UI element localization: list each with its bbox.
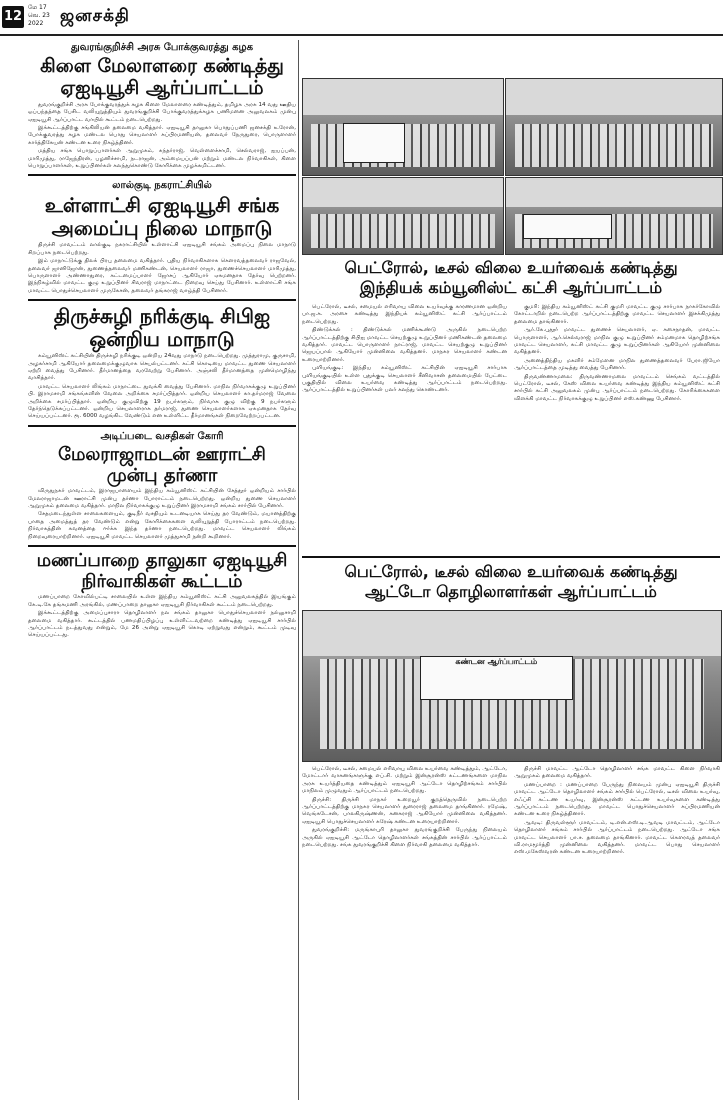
paragraph: புளியங்குடி: இந்திய கம்யூனிஸ்ட் கட்சியின் ஏஐடியூசி சார்பாக புளியங்குடியில் உள்ள புதுக்குடி செயலாளர் சீனிவாசன் தலைமையில் பேட்டை பகுதியில் விலை உயர்வை கண்டித்து ஆர்ப்பாட்டம் நடைபெற்றது. ஆர்ப்பாட்டத்தில் உறுப்பினர்கள் பலர் கலந்து கொண்டனர். [302,365,507,394]
paragraph: இக்கூட்டத்திற்கு சங்கிலியன் தலைமை வகித்தார். ஏஐடியூசி தாலுகா பொதுப்பணி ஜனசக்தி உரோன், போக்குவரத்து கழக மண்டல பொது செயலாளர் சுப்பிரமணியன், தலைவர் நேருதுரை, பொருளாளர் கார்த்திகேயன் கண்டன உரை நிகழ்த்தினர். [28,124,296,146]
protest-photo-3 [302,177,504,255]
paragraph: திருச்சி: திருச்சி மாநகர் உறையூர் குறத்தெருவில் நடைபெற்ற ஆர்ப்பாட்டத்திற்கு மாநகர செயலாளர் துரைராஜ் தலைமை தாங்கினார். ரமேஷ், வெங்கடேசன், பாலகிருஷ்ணன், கனகராஜ் ஆகியோர் முன்னிலை வகித்தனர். ஏஐடியூசி பொதுச்செயலாளர் சுரேஷ் கண்டன உரையாற்றினார். [302,796,507,825]
headline-line: முன்பு தர்ணா [106,464,218,486]
story-headline [28,551,296,592]
left-column [28,40,296,1100]
story-kicker: அடிப்படை வசதிகள் கோரி [100,430,224,442]
paragraph: திருச்சி மாவட்டம் லால்குடி நகராட்சியில் உள்ளாட்சி ஏஐடியூசி சங்கம் அமைப்பு நிலை மாநாடு சிறப்பாக நடைபெற்றது. [28,242,296,256]
paragraph: திருச்சி மாவட்ட ஆட்டோ தொழிலாளர் சங்க மாவட்ட கிளை நிர்வாகி ஆறுமுகம் தலைமை வகித்தார். [514,766,720,780]
headline-line: அமைப்பு நிலை மாநாடு [51,216,273,241]
issue-info [28,4,50,28]
headline-line: திருச்சுழி நரிக்குடி சிபிஐ [53,304,271,329]
divider [28,299,296,301]
headline-line: மணப்பாறை தாலுகா ஏஐடியூசி [36,550,288,572]
issue-day-line: வெ. 23 [28,12,50,19]
story-body [28,242,296,295]
story-lalgudi-conference [28,180,296,295]
story-body [28,353,296,421]
paragraph: மாவட்ட செயலாளர் லிங்கம் மாநாட்டை துவக்கி வைத்து பேசினார். மாநில நிர்வாகக்குழு உறுப்பினர் பி. இராமசாமி சங்கங்களின் வேலை அறிக்கை சமர்ப்பித்தார். ஒன்றிய செயலாளர் கா.தர்மராஜ் வேலை அறிக்கை சமர்ப்பித்தார். ஒன்றிய குழுவிற்கு 19 நபர்களும், நிர்வாக குழு விற்கு 9 நபர்களும் தேர்ந்தெடுக்கப்பட்டனர். ஒன்றிய செயலாளராக தர்மராஜ், துணை செயலாளர்களாக ஏகமனதாக தேர்வு செய்யப்பட்டனர். ரூ. 6000 வழங்கிட வேண்டும் என உள்ளிட்ட தீர்மானங்கள் நிறைவேற்றப்பட்டன. [28,383,296,420]
paragraph: மணப்பாறை : மணப்பாறை பேருந்து நிலையம் முன்பு ஏஐடியூசி திருச்சி மாவட்ட ஆட்டோ தொழிலாளர் சங்கம் சார்பில் பெட்ரோல், டீசல் விலை உயர்வு, எஃப்சி கட்டண உயர்வு, இன்சூரன்ஸ் கட்டண உயர்வுகளை கண்டித்து ஆர்ப்பாட்டம் நடைபெற்றது. மாவட்ட பொதுச்செயலாளர் சுப்பிரமணியன் கண்டன உரை நிகழ்த்தினார். [514,781,720,818]
paragraph: கம்யூனிஸ்ட் கட்சியின் திருச்சுழி நரிக்குடி ஒன்றிய 24வது மாநாடு நடைபெற்றது. முத்துராமு, குருசாமி, அழகர்சாமி ஆகியோர் தலைமைக்குழுவாக செயல்பட்டனர். கட்சி கொடியை மாவட்ட துணை செயலாளர் ஏற்றி வைத்து பேசினார். தீர்மானத்தை வரவேற்று பேசினார். அஞ்சலி தீர்மானத்தை முன்மொழிந்து வாசித்தார். [28,353,296,382]
paragraph: திண்டுக்கல் : திண்டுக்கல் மணிக்கூண்டு அருகில் நடைபெற்ற ஆர்ப்பாட்டத்திற்கு சிபிஐ மாவட்ட செயற்குழு உறுப்பினர் மணிகண்டன் தலைமை வகித்தார். மாவட்ட பொருளாளர் நாட்ராஜ், மாவட்ட செயற்குழு உறுப்பினர் ஜெயப்பால் ஆகியோர் முன்னிலை வகித்தனர். மாநகர செயலாளர் கண்டன உரையாற்றினார். [302,327,507,363]
cpi-story-col1 [302,304,507,552]
auto-story-col2 [514,766,720,1102]
column-separator [298,40,299,1100]
issue-date-line: மே 17 [28,4,47,11]
paragraph: இக்கூட்டத்திற்கு அமைப்புசாரா தொழிலாளர் நல சங்கம் தாலுகா பொதுச்செயலாளர் நல்லுசாமி தலைமை வகித்தார். கூட்டத்தில் பணமதிப்பிழப்பு உள்ளிட்டவற்றை கண்டித்து ஏஐடியூசி சார்பில் ஆர்ப்பாட்டம் நடத்துவது என்றும், மே 26 அன்று ஏஐடியூசி கொடி ஏற்றுவது என்றும், கூட்டம் முடிவு செய்யப்பட்டது. [28,610,296,639]
paragraph: சேதமடைந்துள்ள சாலைகளையும், குடிநீர் வசதியும் உடனடியாக செய்து தர வேண்டும், மயானத்திற்கு பாதை அமைத்துத் தர வேண்டும் என்று கோரிக்கைகளை வலியுறுத்தி போராட்டம் நடைபெற்றது. நிர்வாகத்தின் கவனத்தை ஈர்க்க இந்த தர்ணா நடைபெற்றது. மாவட்ட செயலாளர் லிங்கம் நிறைவுரையாற்றினார். ஏஐடியூசி மாவட்ட செயலாளர் முத்துசாமி நன்றி கூறினார். [28,511,296,540]
story-headline [28,305,296,351]
paragraph: திருவண்ணாமலை: திருவண்ணாமலை மாவட்டம் செங்கம் வட்டத்தில் பெட்ரோல், டீசல், கேஸ் விலை உயர்வை கண்டித்து இந்திய கம்யூனிஸ்ட் கட்சி சார்பில் கட்சி அலுவலகம் முன்பு ஆர்ப்பாட்டம் நடைபெற்றது. கோரிக்கைகளை விளக்கி மாவட்ட நிர்வாகக்குழு உறுப்பினர் எஸ்.கண்ணு பேசினார். [514,373,720,402]
paragraph: துவரங்குறிச்சி அரசு போக்குவரத்துக் கழக கிளை மேலாளரை கண்டித்தும், தமிழக அரசு 14 வது ஊதிய ஒப்பந்தத்தை பேசிட வலியுறுத்தியும் துவரங்குறிச்சி போக்குவரத்துக்கழக பணிமனை அலுவலகம் முன்பு ஏஐடியூசி ஆர்ப்பாட்ட வாயில் கூட்டம் நடைபெற்றது. [28,101,296,123]
headline-line: நிர்வாகிகள் கூட்டம் [81,570,243,592]
story-tiruchuli-conference [28,305,296,421]
newspaper-name: ஜனசக்தி [60,6,130,26]
issue-year-line: 2022 [28,20,44,27]
headline-line: உள்ளாட்சி ஏஐடியூசி சங்க [44,193,280,218]
paragraph: பெட்ரோல், டீசல், சமையல் எரிவாயு விலை உயர்வை கண்டித்தும், ஆட்டோ, மோட்டார் வாகனங்களுக்கு எப்.சி. மற்றும் இன்சூரன்ஸ் கட்டணங்களை மாநில அரசு உயர்த்தியதை கண்டித்தும் ஏஐடியூசி ஆட்டோ தொழிற்சங்கம் சார்பில் மாநிலம் முழுவதும் ஆர்ப்பாட்டம் நடைபெற்றது. [302,766,507,795]
paragraph: மத்திய சங்க பொறுப்பாளர்கள் ஆறுமுகம், சுந்தர்ராஜ், வெள்ளைச்சாமி, செல்வராஜ், ஐயப்பன், மாரிமுத்து, ராஜேந்திரன், பழனிச்சாமி, நடராஜன், அம்மையப்பன் மற்றும் மண்டல நிர்வாகிகள், கிளை பொறுப்பாளர்கள், உறுப்பினர்கள் கலந்துகொண்டு கோரிக்கை முழக்கமிட்டனர். [28,148,296,169]
paragraph: துவரங்குறிச்சி: மருங்காபுரி தாலுகா துவரங்குறிச்சி பேருந்து நிலையம் அருகில் ஏஐடியூசி ஆட்டோ தொழிலாளர்கள் சங்கத்தின் சார்பில் ஆர்ப்பாட்டம் நடைபெற்றது. சங்க துவரங்குறிச்சி கிளை நிர்வாகி தலைமை வகித்தார். [302,827,507,849]
story-body [28,594,296,639]
paragraph: பெட்ரோல், டீசல், சமையல் எரிவாயு விலை உயர்வுக்கு காரணமான ஒன்றிய பா.ஜ.க. அரசை கண்டித்து இந்தியக் கம்யூனிஸ்ட் கட்சி ஆர்ப்பாட்டம் நடைபெற்றது. [302,304,507,325]
story-branch-manager-protest [28,42,296,170]
headline-line: பெட்ரோல், டீசல் விலை உயர்வைக் கண்டித்து [344,562,678,581]
auto-story-col1 [302,766,507,1102]
paragraph: அனைத்திந்திய மகளிர் சம்மேளன மாநில துணைத்தலைவர் பேரா.ஜியோ ஆர்ப்பாட்டத்தை முடித்து வைத்து பேசினார். [514,357,720,372]
divider [28,425,296,427]
story-kicker: துவரங்குறிச்சி அரசு போக்குவரத்து கழக [71,42,253,53]
protest-photo-1 [302,78,504,176]
story-headline [28,56,296,100]
photo-banner-text: கண்டன ஆர்ப்பாட்டம் [455,657,538,666]
story-manapparai-meeting [28,551,296,640]
story-body [28,102,296,171]
paragraph: ஆவடி: திருவள்ளூர் மாவட்டம், டி.என்.எஸ்.டி.ஆவடி மாவட்டம், ஆட்டோ தொழிலாளர் சங்கம் சார்பில் ஆர்ப்பாட்டம் நடைபெற்றது. ஆட்டோ சங்க மாவட்ட செயலாளர் பா.ச. தலைமை தாங்கினார். மாவட்ட கௌரவத் தலைவர் வி.ராமமூர்த்தி முன்னிலை வகித்தனர். மாவட்ட பொது செயலாளர் எஸ்.மகேஸ்வரன் கண்டன உரையாற்றினார். [514,819,720,856]
protest-photo-4 [505,177,723,255]
cpi-protest-headline [300,258,722,298]
masthead [0,0,723,36]
divider [28,174,296,176]
headline-line: கிளை மேலாளரை கண்டித்து [40,55,284,77]
headline-line: பெட்ரோல், டீசல் விலை உயர்வைக் கண்டித்து [344,258,678,277]
protest-photo-2 [505,78,723,176]
paragraph: விருதுநகர் மாவட்டம், இராஜபாளையம் இந்திய கம்யூனிஸ்ட் கட்சியின் சேத்தூர் ஒன்றியம் சார்பில் மேலராஜாமடன் ஊராட்சி முன்பு தர்ணா போராட்டம் நடைபெற்றது. ஒன்றிய துணை செயலாளர் ஆறுமுகம் தலைமை வகித்தார். மாநில நிர்வாகக்குழு உறுப்பினர் இராமசாமி சங்கம் சார்பில் பேசினார். [28,488,296,510]
divider [28,545,296,547]
paragraph: மணப்பாறை கோவில்பட்டி சாலையில் உள்ள இந்திய கம்யூனிஸ்ட் கட்சி அலுவலகத்தில் இயங்கும் கே.டி.கே தங்கமணி அரங்கில், மணப்பாறை தாலுகா ஏஐடியூசி நிர்வாகிகள் கூட்டம் நடைபெற்றது. [28,594,296,608]
headline-line: ஆட்டோ தொழிலாளர்கள் ஆர்ப்பாட்டம் [365,582,657,601]
auto-protest-photo [302,610,722,762]
story-headline [28,194,296,240]
story-melarajamadan-dharna [28,431,296,541]
auto-protest-headline [300,562,722,602]
story-kicker: லால்குடி நகராட்சியில் [112,180,212,192]
paragraph: இம் மாநாட்டுக்கு திலக் பிரபு தலைமை வகித்தார். புதிய நிர்வாகிகளாக கௌரவத்தலைவர் ராஜவேல், தலைவர் ஜானிஜோன், துணைத்தலைவர் மணிகண்டன், செயலாளர் ராஜா, துணைச்செயலாளர் மாரிமுத்து, பொருளாளர் அண்ணாதுரை, கட்டமைப்பாளர் ஜோசப் ஆகியோர் ஏகமனதாக தேர்வு பெற்றனர். இந்நிகழ்வில் மாவட்ட குழு உறுப்பினர் சிவராஜ் மாநாட்டை நிறைவு செய்து பேசினார். உள்ளாட்சி சங்க மாவட்ட பொதுச்செயலாளர் முருகேசன், தலைவர் தங்கராஜ் வாழ்த்தி பேசினார். [28,258,296,294]
page-number: 12 [2,6,24,28]
divider [302,556,720,558]
headline-line: இந்தியக் கம்யூனிஸ்ட் கட்சி ஆர்ப்பாட்டம் [359,278,663,297]
story-body [28,488,296,541]
paragraph: ஆர்.கே.புதூர் மாவட்ட துணைச் செயலாளர், ஏ. சுசைநாதன், மாவட்ட பொருளாளர், ஆர்.செல்வராஜ் மாநில குழு உறுப்பினர் சம்மனமாக தொழிற்சங்க மாவட்ட செயலாளர், கட்சி மாவட்ட குழு உறுப்பினர்கள் ஆகியோர் முன்னிலை வகித்தனர். [514,327,720,356]
headline-line: ஒன்றிய மாநாடு [89,327,235,352]
story-headline [28,445,296,486]
cpi-story-col2 [514,304,720,552]
paragraph: குமரி: இந்திய கம்யூனிஸ்ட் கட்சி குமரி மாவட்ட குழு சார்பாக நாகர்கோவில் கோட்டாறில் நடைபெற்ற ஆர்ப்பாட்டத்திற்கு மாவட்ட செயலாளர் இசக்கிமுத்து தலைமை தாங்கினார். [514,304,720,325]
headline-line: மேலராஜாமடன் ஊராட்சி [58,443,266,465]
headline-line: ஏஐடியூசி ஆர்ப்பாட்டம் [60,76,264,99]
